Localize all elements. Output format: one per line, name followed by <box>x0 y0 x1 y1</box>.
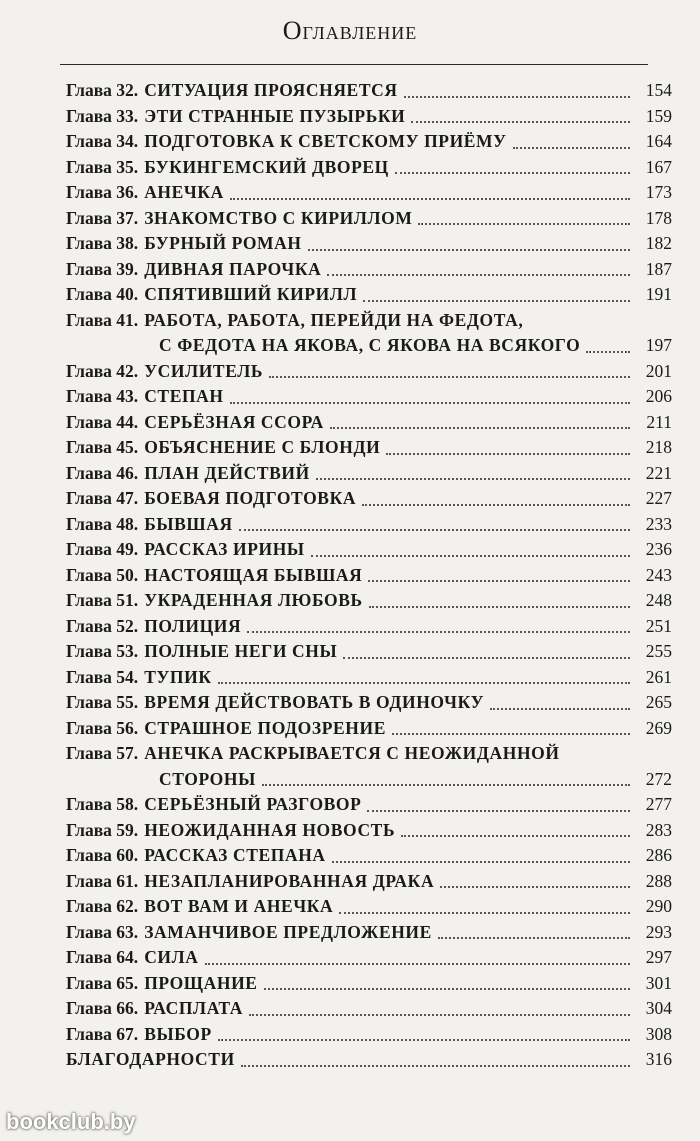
dot-leader <box>401 835 630 837</box>
dot-leader <box>513 147 630 149</box>
chapter-title: БОЕВАЯ ПОДГОТОВКА <box>144 488 357 508</box>
toc-entry <box>66 690 672 716</box>
dot-leader <box>362 504 630 506</box>
toc-entry <box>66 1022 672 1048</box>
toc-entry <box>66 665 672 691</box>
dot-leader <box>330 427 630 429</box>
chapter-number: Глава 61. <box>66 870 139 891</box>
page-number: 182 <box>645 233 672 253</box>
page-number: 221 <box>645 462 672 483</box>
page-number: 248 <box>645 590 672 610</box>
toc-entry <box>66 435 672 461</box>
chapter-title: БУКИНГЕМСКИЙ ДВОРЕЦ <box>144 156 389 177</box>
chapter-title: ЗАМАНЧИВОЕ ПРЕДЛОЖЕНИЕ <box>144 921 432 942</box>
page-number: 288 <box>645 870 672 891</box>
toc-entry <box>66 537 672 563</box>
chapter-number: Глава 53. <box>66 641 139 661</box>
chapter-number: Глава 51. <box>66 590 139 610</box>
chapter-number: Глава 54. <box>66 666 139 687</box>
chapter-number: Глава 49. <box>66 539 139 559</box>
chapter-number: Глава 55. <box>66 692 139 712</box>
toc-entry <box>66 894 672 920</box>
chapter-number: Глава 47. <box>66 488 139 508</box>
toc-entry <box>66 588 672 614</box>
dot-leader <box>395 172 630 174</box>
page-number: 178 <box>645 207 672 228</box>
dot-leader <box>218 682 630 684</box>
toc-entry <box>66 818 672 844</box>
toc-entry <box>66 843 672 869</box>
chapter-title: ВРЕМЯ ДЕЙСТВОВАТЬ В ОДИНОЧКУ <box>144 692 485 712</box>
dot-leader <box>247 631 630 633</box>
page-number: 261 <box>645 666 672 687</box>
chapter-number: Глава 64. <box>66 947 139 967</box>
chapter-number: Глава 58. <box>66 794 139 814</box>
chapter-number: Глава 46. <box>66 462 139 483</box>
watermark: bookclub.by <box>6 1109 136 1134</box>
toc-entry <box>66 359 672 385</box>
toc-entry <box>66 563 672 589</box>
chapter-title: АНЕЧКА <box>144 182 224 202</box>
dot-leader <box>316 478 630 480</box>
page-number: 272 <box>645 768 672 789</box>
chapter-title: РАССКАЗ СТЕПАНА <box>144 845 326 865</box>
toc-entry <box>66 512 672 538</box>
chapter-number: Глава 37. <box>66 207 139 228</box>
chapter-title: ТУПИК <box>144 666 212 687</box>
chapter-title-continued: С ФЕДОТА НА ЯКОВА, С ЯКОВА НА ВСЯКОГО <box>159 335 581 355</box>
chapter-number: Глава 45. <box>66 437 139 457</box>
dot-leader <box>311 555 630 557</box>
toc-entry <box>66 206 672 232</box>
page-number: 233 <box>645 513 672 534</box>
chapter-title: СИЛА <box>144 947 199 967</box>
chapter-number: Глава 33. <box>66 105 139 126</box>
toc-entry <box>66 614 672 640</box>
chapter-title: ЭТИ СТРАННЫЕ ПУЗЫРЬКИ <box>144 105 406 126</box>
chapter-number: Глава 57. <box>66 743 139 763</box>
toc-entry <box>66 792 672 818</box>
chapter-title: ПОДГОТОВКА К СВЕТСКОМУ ПРИЁМУ <box>144 131 507 151</box>
chapter-number: Глава 60. <box>66 845 139 865</box>
toc-entry <box>66 78 672 104</box>
chapter-title: УСИЛИТЕЛЬ <box>144 360 264 381</box>
toc-entry <box>66 155 672 181</box>
chapter-title: ПОЛИЦИЯ <box>144 615 242 636</box>
dot-leader <box>230 198 630 200</box>
chapter-number: Глава 34. <box>66 131 139 151</box>
chapter-title: РАСПЛАТА <box>144 998 244 1018</box>
chapter-number: Глава 42. <box>66 360 139 381</box>
toc-entry <box>66 104 672 130</box>
chapter-title: ПОЛНЫЕ НЕГИ СНЫ <box>144 641 338 661</box>
dot-leader <box>367 810 630 812</box>
page-number: 191 <box>645 284 672 304</box>
dot-leader <box>239 529 630 531</box>
chapter-title: ДИВНАЯ ПАРОЧКА <box>144 258 322 279</box>
chapter-title: СПЯТИВШИЙ КИРИЛЛ <box>144 284 358 304</box>
page-number: 316 <box>645 1049 672 1069</box>
header-divider <box>60 64 648 65</box>
dot-leader <box>490 708 630 710</box>
toc-entry <box>66 971 672 997</box>
page-number: 227 <box>645 488 672 508</box>
chapter-number: Глава 65. <box>66 972 139 993</box>
toc-entry <box>66 486 672 512</box>
chapter-title: НАСТОЯЩАЯ БЫВШАЯ <box>144 564 363 585</box>
dot-leader <box>332 861 630 863</box>
toc-entry <box>66 461 672 487</box>
chapter-title: СИТУАЦИЯ ПРОЯСНЯЕТСЯ <box>144 80 398 100</box>
table-of-contents <box>66 78 672 1073</box>
page-number: 304 <box>645 998 672 1018</box>
dot-leader <box>411 121 630 123</box>
chapter-number: Глава 41. <box>66 309 139 330</box>
dot-leader <box>586 351 630 353</box>
toc-entry <box>66 920 672 946</box>
dot-leader <box>418 223 630 225</box>
chapter-title: СЕРЬЁЗНЫЙ РАЗГОВОР <box>144 794 362 814</box>
page-number: 236 <box>645 539 672 559</box>
chapter-title: БЫВШАЯ <box>144 513 233 534</box>
page-number: 265 <box>645 692 672 712</box>
page-number: 277 <box>645 794 672 814</box>
dot-leader <box>327 274 630 276</box>
chapter-number: Глава 66. <box>66 998 139 1018</box>
chapter-number: Глава 50. <box>66 564 139 585</box>
toc-entry <box>66 410 672 436</box>
dot-leader <box>308 249 630 251</box>
chapter-number: Глава 52. <box>66 615 139 636</box>
page-number: 187 <box>645 258 672 279</box>
chapter-title: БУРНЫЙ РОМАН <box>144 233 302 253</box>
chapter-number: Глава 44. <box>66 411 139 432</box>
dot-leader <box>269 376 630 378</box>
chapter-title: СТЕПАН <box>144 386 224 406</box>
dot-leader <box>368 580 630 582</box>
toc-entry <box>66 282 672 308</box>
page-number: 301 <box>645 972 672 993</box>
chapter-number: Глава 40. <box>66 284 139 304</box>
dot-leader <box>343 657 630 659</box>
dot-leader <box>369 606 630 608</box>
dot-leader <box>392 733 630 735</box>
page-number: 197 <box>645 335 672 355</box>
dot-leader <box>230 402 630 404</box>
page-number: 297 <box>645 947 672 967</box>
dot-leader <box>339 912 630 914</box>
toc-entry <box>66 180 672 206</box>
dot-leader <box>249 1014 630 1016</box>
dot-leader <box>218 1039 630 1041</box>
chapter-title: ПЛАН ДЕЙСТВИЙ <box>144 462 310 483</box>
toc-entry <box>66 384 672 410</box>
chapter-number: Глава 43. <box>66 386 139 406</box>
dot-leader <box>264 988 630 990</box>
dot-leader <box>262 784 630 786</box>
toc-entry <box>66 945 672 971</box>
chapter-number: Глава 62. <box>66 896 139 916</box>
page-number: 167 <box>645 156 672 177</box>
page-number: 251 <box>645 615 672 636</box>
chapter-number: Глава 36. <box>66 182 139 202</box>
chapter-title: РАССКАЗ ИРИНЫ <box>144 539 305 559</box>
toc-entry <box>66 129 672 155</box>
toc-entry <box>66 996 672 1022</box>
chapter-title: СТРАШНОЕ ПОДОЗРЕНИЕ <box>144 717 386 738</box>
chapter-title: БЛАГОДАРНОСТИ <box>66 1049 235 1069</box>
dot-leader <box>386 453 630 455</box>
dot-leader <box>440 886 630 888</box>
page-number: 159 <box>645 105 672 126</box>
toc-entry <box>66 257 672 283</box>
chapter-number: Глава 32. <box>66 80 139 100</box>
page-number: 283 <box>645 819 672 840</box>
page-number: 211 <box>646 411 672 432</box>
page-number: 164 <box>645 131 672 151</box>
dot-leader <box>438 937 630 939</box>
chapter-title: УКРАДЕННАЯ ЛЮБОВЬ <box>144 590 363 610</box>
chapter-title: ВОТ ВАМ И АНЕЧКА <box>144 896 334 916</box>
toc-entry <box>66 639 672 665</box>
chapter-title: РАБОТА, РАБОТА, ПЕРЕЙДИ НА ФЕДОТА, <box>144 309 524 330</box>
dot-leader <box>241 1065 630 1067</box>
page-number: 206 <box>645 386 672 406</box>
page-number: 255 <box>645 641 672 661</box>
chapter-number: Глава 56. <box>66 717 139 738</box>
page-number: 269 <box>645 717 672 738</box>
page-number: 173 <box>645 182 672 202</box>
chapter-number: Глава 59. <box>66 819 139 840</box>
page-number: 201 <box>645 360 672 381</box>
chapter-title-continued: СТОРОНЫ <box>159 768 256 789</box>
toc-entry <box>66 231 672 257</box>
chapter-title: НЕОЖИДАННАЯ НОВОСТЬ <box>144 819 396 840</box>
page-header <box>0 16 700 46</box>
chapter-number: Глава 39. <box>66 258 139 279</box>
chapter-title: ЗНАКОМСТВО С КИРИЛЛОМ <box>144 207 413 228</box>
page-number: 293 <box>645 921 672 942</box>
dot-leader <box>205 963 630 965</box>
toc-entry <box>66 1047 672 1073</box>
chapter-title: АНЕЧКА РАСКРЫВАЕТСЯ С НЕОЖИДАННОЙ <box>144 743 560 763</box>
toc-entry <box>66 741 672 792</box>
chapter-title: ПРОЩАНИЕ <box>144 972 258 993</box>
page-number: 243 <box>645 564 672 585</box>
chapter-title: ВЫБОР <box>144 1023 212 1044</box>
chapter-number: Глава 63. <box>66 921 139 942</box>
chapter-number: Глава 35. <box>66 156 139 177</box>
page-number: 308 <box>645 1023 672 1044</box>
chapter-number: Глава 67. <box>66 1023 139 1044</box>
page-number: 218 <box>645 437 672 457</box>
chapter-title: СЕРЬЁЗНАЯ ССОРА <box>144 411 324 432</box>
dot-leader <box>363 300 630 302</box>
chapter-title: ОБЪЯСНЕНИЕ С БЛОНДИ <box>144 437 381 457</box>
page-number: 154 <box>645 80 672 100</box>
dot-leader <box>404 96 630 98</box>
page-number: 286 <box>645 845 672 865</box>
toc-entry <box>66 716 672 742</box>
chapter-title: НЕЗАПЛАНИРОВАННАЯ ДРАКА <box>144 870 435 891</box>
page-title: Оглавление <box>282 16 418 45</box>
chapter-number: Глава 38. <box>66 233 139 253</box>
toc-entry <box>66 869 672 895</box>
chapter-number: Глава 48. <box>66 513 139 534</box>
toc-entry <box>66 308 672 359</box>
page-number: 290 <box>645 896 672 916</box>
